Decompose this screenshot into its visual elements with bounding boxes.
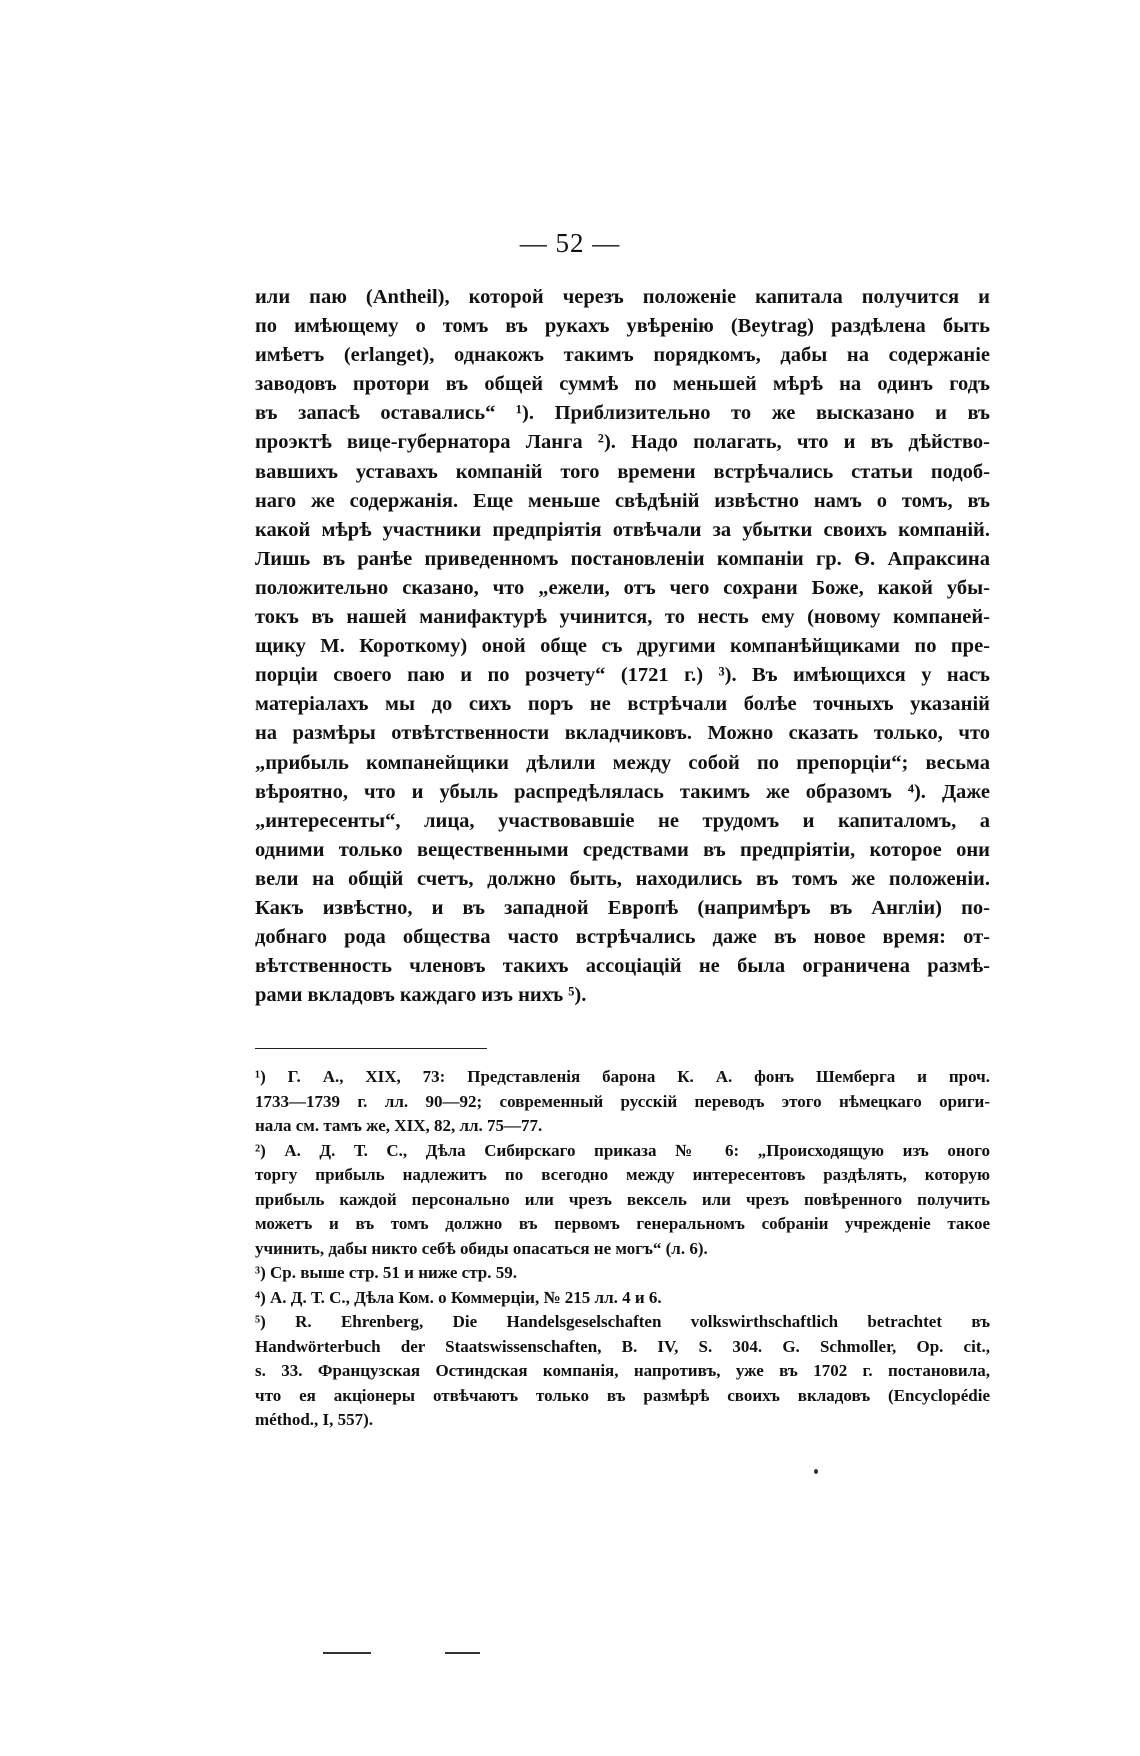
main-text bbox=[255, 283, 990, 1010]
text-line: матеріалахъ мы до сихъ поръ не встрѣчали болѣе точныхъ указаній bbox=[255, 693, 990, 716]
text-line: Какъ извѣстно, и въ западной Европѣ (напримѣръ въ Англіи) по- bbox=[255, 896, 990, 919]
text-line: „интересенты“, лица, участвовавшіе не трудомъ и капиталомъ, а bbox=[255, 809, 990, 832]
text-line: токъ въ нашей манифактурѣ учинится, то несть ему (новому компаней- bbox=[255, 606, 990, 629]
scan-smudge bbox=[445, 1652, 480, 1654]
scan-smudge bbox=[323, 1652, 371, 1654]
footnote-4 bbox=[255, 1286, 990, 1311]
scan-speck bbox=[814, 1469, 818, 1474]
footnote-line: 1733—1739 г. лл. 90—92; современный русскій переводъ этого нѣмецкаго ориги- bbox=[255, 1091, 990, 1111]
footnote-line: ¹) Г. А., XIX, 73: Представленія барона К. А. фонъ Шемберга и проч. bbox=[255, 1067, 990, 1086]
footnote-line: ²) А. Д. Т. С., Дѣла Сибирскаго приказа № 6: „Происходящую изъ оного bbox=[255, 1140, 990, 1160]
text-line: рами вкладовъ каждаго изъ нихъ ⁵). bbox=[255, 984, 587, 1007]
text-line: вѣроятно, что и убыль распредѣлялась такимъ же образомъ ⁴). Даже bbox=[255, 780, 990, 803]
text-line: „прибыль компанейщики дѣлили между собой по препорціи“; весьма bbox=[255, 751, 990, 774]
text-line: наго же содержанія. Еще меньше свѣдѣній извѣстно намъ о томъ, въ bbox=[255, 489, 990, 512]
page-number: — 52 — bbox=[519, 228, 621, 258]
footnote-3 bbox=[255, 1261, 990, 1286]
footnote-line: торгу прибыль надлежитъ по всегодно между интересентовъ раздѣлять, которую bbox=[255, 1165, 990, 1184]
footnote-line: ³) Ср. выше стр. 51 и ниже стр. 59. bbox=[255, 1263, 517, 1282]
text-line: щику М. Короткому) оной обще съ другими компанѣйщиками по пре- bbox=[255, 635, 990, 658]
text-line: или паю (Antheil), которой черезъ положеніе капитала получится и bbox=[255, 286, 990, 308]
footnote-line: ⁵) R. Ehrenberg, Die Handelsgeselschaften volkswirthschaftlich betrachtet въ bbox=[255, 1312, 990, 1331]
text-line: въ запасѣ оставались“ ¹). Приблизительно то же высказано и въ bbox=[255, 402, 990, 425]
text-line: заводовъ протори въ общей суммѣ по меньшей мѣрѣ на одинъ годъ bbox=[255, 373, 990, 396]
footnote-line: нала см. тамъ же, XIX, 82, лл. 75—77. bbox=[255, 1116, 543, 1135]
text-line: положительно сказано, что „ежели, отъ чего сохрани Боже, какой убы- bbox=[255, 576, 990, 599]
footnote-line: можетъ и въ томъ должно въ первомъ генеральномъ собраніи учрежденіе такое bbox=[255, 1214, 990, 1233]
text-line: одними только вещественными средствами въ предпріятіи, которое они bbox=[255, 838, 990, 861]
footnote-line: s. 33. Французская Остиндская компанія, напротивъ, уже въ 1702 г. постановила, bbox=[255, 1361, 990, 1380]
text-line: по имѣющему о томъ въ рукахъ увѣренію (Beytrag) раздѣлена быть bbox=[255, 315, 990, 338]
footnote-line: Handwörterbuch der Staatswissenschaften, B. IV, S. 304. G. Schmoller, Op. cit., bbox=[255, 1336, 990, 1356]
text-line: порціи своего паю и по розчету“ (1721 г.) ³). Въ имѣющихся у насъ bbox=[255, 664, 990, 687]
footnote-line: учинить, дабы никто себѣ обиды опасаться не могъ“ (л. 6). bbox=[255, 1238, 708, 1258]
text-line: Лишь въ ранѣе приведенномъ постановленіи компаніи гр. Ѳ. Апраксина bbox=[255, 547, 990, 570]
text-line: какой мѣрѣ участники предпріятія отвѣчали за убытки своихъ компаній. bbox=[255, 518, 990, 541]
footnote-line: méthod., I, 557). bbox=[255, 1410, 374, 1429]
text-line: проэктѣ вице-губернатора Ланга ²). Надо полагать, что и въ дѣйство- bbox=[255, 431, 990, 454]
text-line: вавшихъ уставахъ компаній того времени встрѣчались статьи подоб- bbox=[255, 460, 990, 483]
text-line: имѣетъ (erlanget), однакожъ такимъ порядкомъ, дабы на содержаніе bbox=[255, 344, 990, 367]
footnote-1 bbox=[255, 1065, 990, 1139]
text-line: добнаго рода общества часто встрѣчались даже въ новое время: от- bbox=[255, 926, 990, 949]
footnote-line: прибыль каждой персонально или чрезъ вексель или чрезъ повѣренного получить bbox=[255, 1189, 990, 1209]
text-line: вѣтственность членовъ такихъ ассоціацій не была ограничена размѣ- bbox=[255, 955, 990, 978]
footnote-line: ⁴) А. Д. Т. С., Дѣла Ком. о Коммерціи, № 215 лл. 4 и 6. bbox=[255, 1287, 662, 1307]
footnote-2 bbox=[255, 1139, 990, 1262]
footnotes bbox=[255, 1065, 990, 1433]
footnote-divider bbox=[255, 1048, 487, 1049]
footnote-5 bbox=[255, 1310, 990, 1433]
text-line: на размѣры отвѣтственности вкладчиковъ. Можно сказать только, что bbox=[255, 722, 990, 745]
footnote-line: что ея акціонеры отвѣчаютъ только въ размѣрѣ своихъ вкладовъ (Encyclopédie bbox=[255, 1385, 990, 1405]
text-line: вели на общій счетъ, должно быть, находились въ томъ же положеніи. bbox=[255, 867, 990, 890]
